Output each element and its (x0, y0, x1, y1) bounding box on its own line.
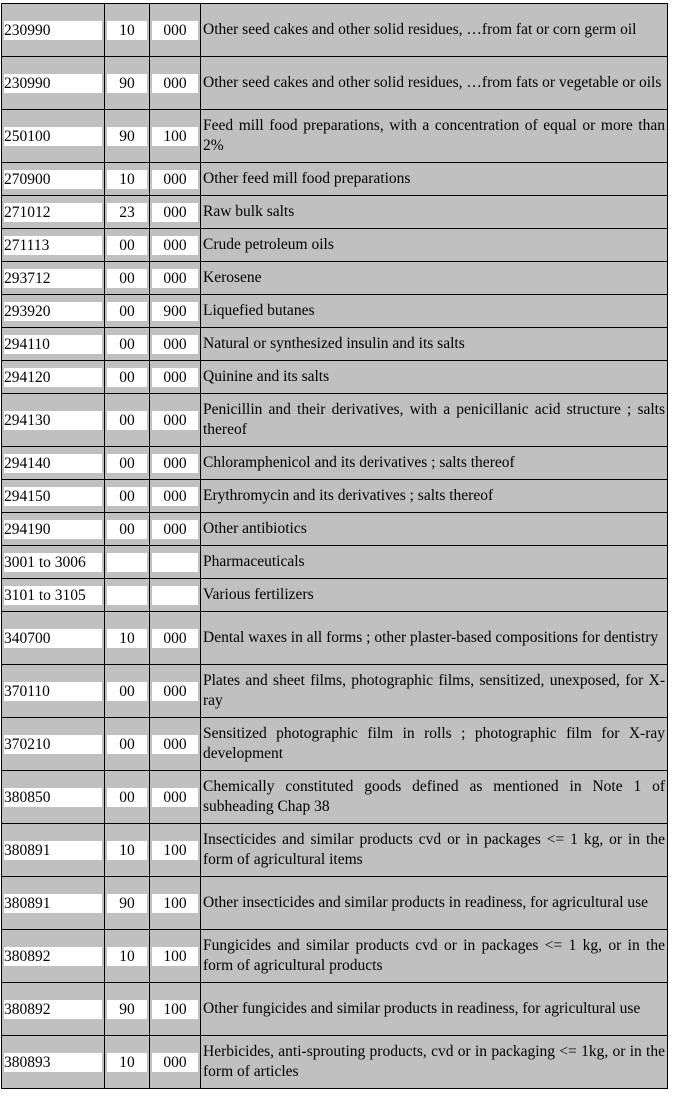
sub-code-1: 10 (107, 170, 147, 189)
description: Other fungicides and similar products in readiness, for agricultural use (201, 983, 668, 1036)
sub-code-2-cell (150, 295, 201, 328)
sub-code-1-cell (105, 163, 150, 196)
sub-code-1: 00 (107, 411, 147, 430)
sub-code-1 (107, 586, 147, 605)
hs-code-cell (2, 295, 105, 328)
hs-code: 380893 (4, 1053, 102, 1072)
description: Chloramphenicol and its derivatives ; salts thereof (201, 447, 668, 480)
table-row (2, 930, 668, 983)
sub-code-1-cell (105, 4, 150, 57)
sub-code-2: 000 (152, 520, 198, 539)
hs-code-cell (2, 262, 105, 295)
sub-code-2: 900 (152, 302, 198, 321)
sub-code-2-cell (150, 665, 201, 718)
sub-code-2-cell (150, 824, 201, 877)
sub-code-1: 90 (107, 74, 147, 93)
sub-code-2-cell (150, 394, 201, 447)
sub-code-2-cell (150, 546, 201, 579)
sub-code-2-cell (150, 983, 201, 1036)
sub-code-2-cell (150, 930, 201, 983)
sub-code-2-cell (150, 4, 201, 57)
hs-code-cell (2, 824, 105, 877)
hs-code: 370110 (4, 682, 102, 701)
hs-code-cell (2, 57, 105, 110)
description: Pharmaceuticals (201, 546, 668, 579)
sub-code-1-cell (105, 57, 150, 110)
sub-code-2: 100 (152, 1000, 198, 1019)
hs-code-cell (2, 513, 105, 546)
sub-code-1-cell (105, 930, 150, 983)
sub-code-2-cell (150, 328, 201, 361)
table-row (2, 295, 668, 328)
sub-code-1-cell (105, 877, 150, 930)
sub-code-1-cell (105, 196, 150, 229)
sub-code-2: 000 (152, 788, 198, 807)
sub-code-1: 10 (107, 947, 147, 966)
table-row (2, 196, 668, 229)
sub-code-1: 00 (107, 236, 147, 255)
table-row (2, 546, 668, 579)
sub-code-2: 000 (152, 368, 198, 387)
sub-code-2: 100 (152, 947, 198, 966)
sub-code-2-cell (150, 163, 201, 196)
sub-code-2: 000 (152, 454, 198, 473)
table-row (2, 513, 668, 546)
hs-code: 294150 (4, 487, 102, 506)
sub-code-2-cell (150, 262, 201, 295)
sub-code-1-cell (105, 1036, 150, 1089)
sub-code-2-cell (150, 612, 201, 665)
hs-code-cell (2, 546, 105, 579)
hs-code-cell (2, 983, 105, 1036)
hs-code-cell (2, 930, 105, 983)
description: Sensitized photographic film in rolls ; photographic film for X-ray development (201, 718, 668, 771)
sub-code-1: 90 (107, 127, 147, 146)
hs-code-cell (2, 665, 105, 718)
sub-code-2-cell (150, 718, 201, 771)
hs-code: 380850 (4, 788, 102, 807)
sub-code-1-cell (105, 579, 150, 612)
description: Dental waxes in all forms ; other plaster-based compositions for dentistry (201, 612, 668, 665)
sub-code-1: 23 (107, 203, 147, 222)
hs-code-cell (2, 771, 105, 824)
hs-code: 293712 (4, 269, 102, 288)
description: Fungicides and similar products cvd or in packages <= 1 kg, or in the form of agricultural products (201, 930, 668, 983)
description: Kerosene (201, 262, 668, 295)
sub-code-1: 00 (107, 454, 147, 473)
sub-code-2-cell (150, 110, 201, 163)
sub-code-2-cell (150, 513, 201, 546)
sub-code-2-cell (150, 1036, 201, 1089)
description: Penicillin and their derivatives, with a penicillanic acid structure ; salts thereof (201, 394, 668, 447)
table-row (2, 612, 668, 665)
table-row (2, 877, 668, 930)
sub-code-1-cell (105, 110, 150, 163)
sub-code-1 (107, 553, 147, 572)
sub-code-1-cell (105, 328, 150, 361)
table-row (2, 480, 668, 513)
description: Other seed cakes and other solid residues, …from fat or corn germ oil (201, 4, 668, 57)
hs-code-cell (2, 361, 105, 394)
sub-code-2: 000 (152, 269, 198, 288)
description: Plates and sheet films, photographic films, sensitized, unexposed, for X-ray (201, 665, 668, 718)
sub-code-2 (152, 553, 198, 572)
sub-code-2: 000 (152, 21, 198, 40)
description: Other insecticides and similar products in readiness, for agricultural use (201, 877, 668, 930)
description: Raw bulk salts (201, 196, 668, 229)
sub-code-1-cell (105, 513, 150, 546)
sub-code-2: 000 (152, 1053, 198, 1072)
sub-code-2: 000 (152, 735, 198, 754)
sub-code-2-cell (150, 57, 201, 110)
sub-code-2: 000 (152, 203, 198, 222)
sub-code-1: 00 (107, 368, 147, 387)
description: Other feed mill food preparations (201, 163, 668, 196)
sub-code-1-cell (105, 824, 150, 877)
table-row (2, 262, 668, 295)
sub-code-1: 90 (107, 894, 147, 913)
hs-code-cell (2, 229, 105, 262)
description: Other seed cakes and other solid residues, …from fats or vegetable or oils (201, 57, 668, 110)
sub-code-1: 00 (107, 269, 147, 288)
sub-code-1: 00 (107, 520, 147, 539)
sub-code-2-cell (150, 877, 201, 930)
hs-code-cell (2, 196, 105, 229)
hs-code: 294110 (4, 335, 102, 354)
description: Various fertilizers (201, 579, 668, 612)
sub-code-1: 10 (107, 629, 147, 648)
description: Herbicides, anti-sprouting products, cvd or in packaging <= 1kg, or in the form of articles (201, 1036, 668, 1089)
hs-code-cell (2, 447, 105, 480)
sub-code-2-cell (150, 196, 201, 229)
table-row (2, 163, 668, 196)
description: Natural or synthesized insulin and its salts (201, 328, 668, 361)
hs-code-cell (2, 328, 105, 361)
sub-code-1-cell (105, 771, 150, 824)
sub-code-1: 10 (107, 21, 147, 40)
sub-code-1: 00 (107, 302, 147, 321)
hs-code: 370210 (4, 735, 102, 754)
sub-code-1-cell (105, 262, 150, 295)
hs-code: 230990 (4, 74, 102, 93)
tariff-table (1, 3, 668, 1089)
sub-code-2-cell (150, 579, 201, 612)
description: Other antibiotics (201, 513, 668, 546)
table-row (2, 57, 668, 110)
hs-code: 380892 (4, 1000, 102, 1019)
sub-code-1: 00 (107, 335, 147, 354)
table-row (2, 394, 668, 447)
table-row (2, 824, 668, 877)
description: Chemically constituted goods defined as mentioned in Note 1 of subheading Chap 38 (201, 771, 668, 824)
hs-code-cell (2, 718, 105, 771)
sub-code-2 (152, 586, 198, 605)
table-row (2, 771, 668, 824)
hs-code: 380891 (4, 841, 102, 860)
tariff-table-body (2, 4, 668, 1089)
sub-code-2: 000 (152, 236, 198, 255)
sub-code-1: 00 (107, 735, 147, 754)
table-row (2, 328, 668, 361)
hs-code: 3101 to 3105 (4, 586, 102, 605)
sub-code-1: 00 (107, 682, 147, 701)
table-row (2, 447, 668, 480)
hs-code-cell (2, 612, 105, 665)
sub-code-1-cell (105, 612, 150, 665)
hs-code: 293920 (4, 302, 102, 321)
table-row (2, 361, 668, 394)
sub-code-1-cell (105, 665, 150, 718)
hs-code: 270900 (4, 170, 102, 189)
table-row (2, 579, 668, 612)
hs-code: 3001 to 3006 (4, 553, 102, 572)
description: Insecticides and similar products cvd or in packages <= 1 kg, or in the form of agricultural items (201, 824, 668, 877)
sub-code-1-cell (105, 295, 150, 328)
sub-code-2: 100 (152, 127, 198, 146)
table-row (2, 983, 668, 1036)
hs-code: 294140 (4, 454, 102, 473)
sub-code-2: 100 (152, 894, 198, 913)
table-row (2, 4, 668, 57)
sub-code-1: 10 (107, 841, 147, 860)
description: Quinine and its salts (201, 361, 668, 394)
sub-code-1-cell (105, 394, 150, 447)
sub-code-1-cell (105, 447, 150, 480)
sub-code-2: 000 (152, 335, 198, 354)
sub-code-1-cell (105, 480, 150, 513)
sub-code-2: 100 (152, 841, 198, 860)
sub-code-1: 10 (107, 1053, 147, 1072)
hs-code-cell (2, 1036, 105, 1089)
sub-code-2: 000 (152, 411, 198, 430)
sub-code-2-cell (150, 361, 201, 394)
sub-code-2: 000 (152, 629, 198, 648)
sub-code-1-cell (105, 546, 150, 579)
description: Crude petroleum oils (201, 229, 668, 262)
sub-code-2-cell (150, 771, 201, 824)
sub-code-1-cell (105, 718, 150, 771)
sub-code-1-cell (105, 361, 150, 394)
table-row (2, 718, 668, 771)
sub-code-1: 90 (107, 1000, 147, 1019)
hs-code: 230990 (4, 21, 102, 40)
hs-code-cell (2, 163, 105, 196)
table-row (2, 110, 668, 163)
description: Feed mill food preparations, with a concentration of equal or more than 2% (201, 110, 668, 163)
table-row (2, 665, 668, 718)
sub-code-2-cell (150, 480, 201, 513)
sub-code-2: 000 (152, 74, 198, 93)
table-row (2, 1036, 668, 1089)
hs-code-cell (2, 4, 105, 57)
sub-code-2-cell (150, 229, 201, 262)
hs-code: 340700 (4, 629, 102, 648)
hs-code: 294190 (4, 520, 102, 539)
hs-code: 250100 (4, 127, 102, 146)
hs-code-cell (2, 579, 105, 612)
table-row (2, 229, 668, 262)
hs-code-cell (2, 110, 105, 163)
sub-code-1-cell (105, 983, 150, 1036)
hs-code: 294120 (4, 368, 102, 387)
hs-code-cell (2, 877, 105, 930)
sub-code-1-cell (105, 229, 150, 262)
sub-code-1: 00 (107, 788, 147, 807)
hs-code: 271113 (4, 236, 102, 255)
sub-code-2-cell (150, 447, 201, 480)
description: Erythromycin and its derivatives ; salts thereof (201, 480, 668, 513)
sub-code-2: 000 (152, 170, 198, 189)
hs-code-cell (2, 480, 105, 513)
hs-code: 294130 (4, 411, 102, 430)
hs-code: 380892 (4, 947, 102, 966)
sub-code-2: 000 (152, 487, 198, 506)
sub-code-1: 00 (107, 487, 147, 506)
hs-code-cell (2, 394, 105, 447)
description: Liquefied butanes (201, 295, 668, 328)
hs-code: 271012 (4, 203, 102, 222)
hs-code: 380891 (4, 894, 102, 913)
sub-code-2: 000 (152, 682, 198, 701)
